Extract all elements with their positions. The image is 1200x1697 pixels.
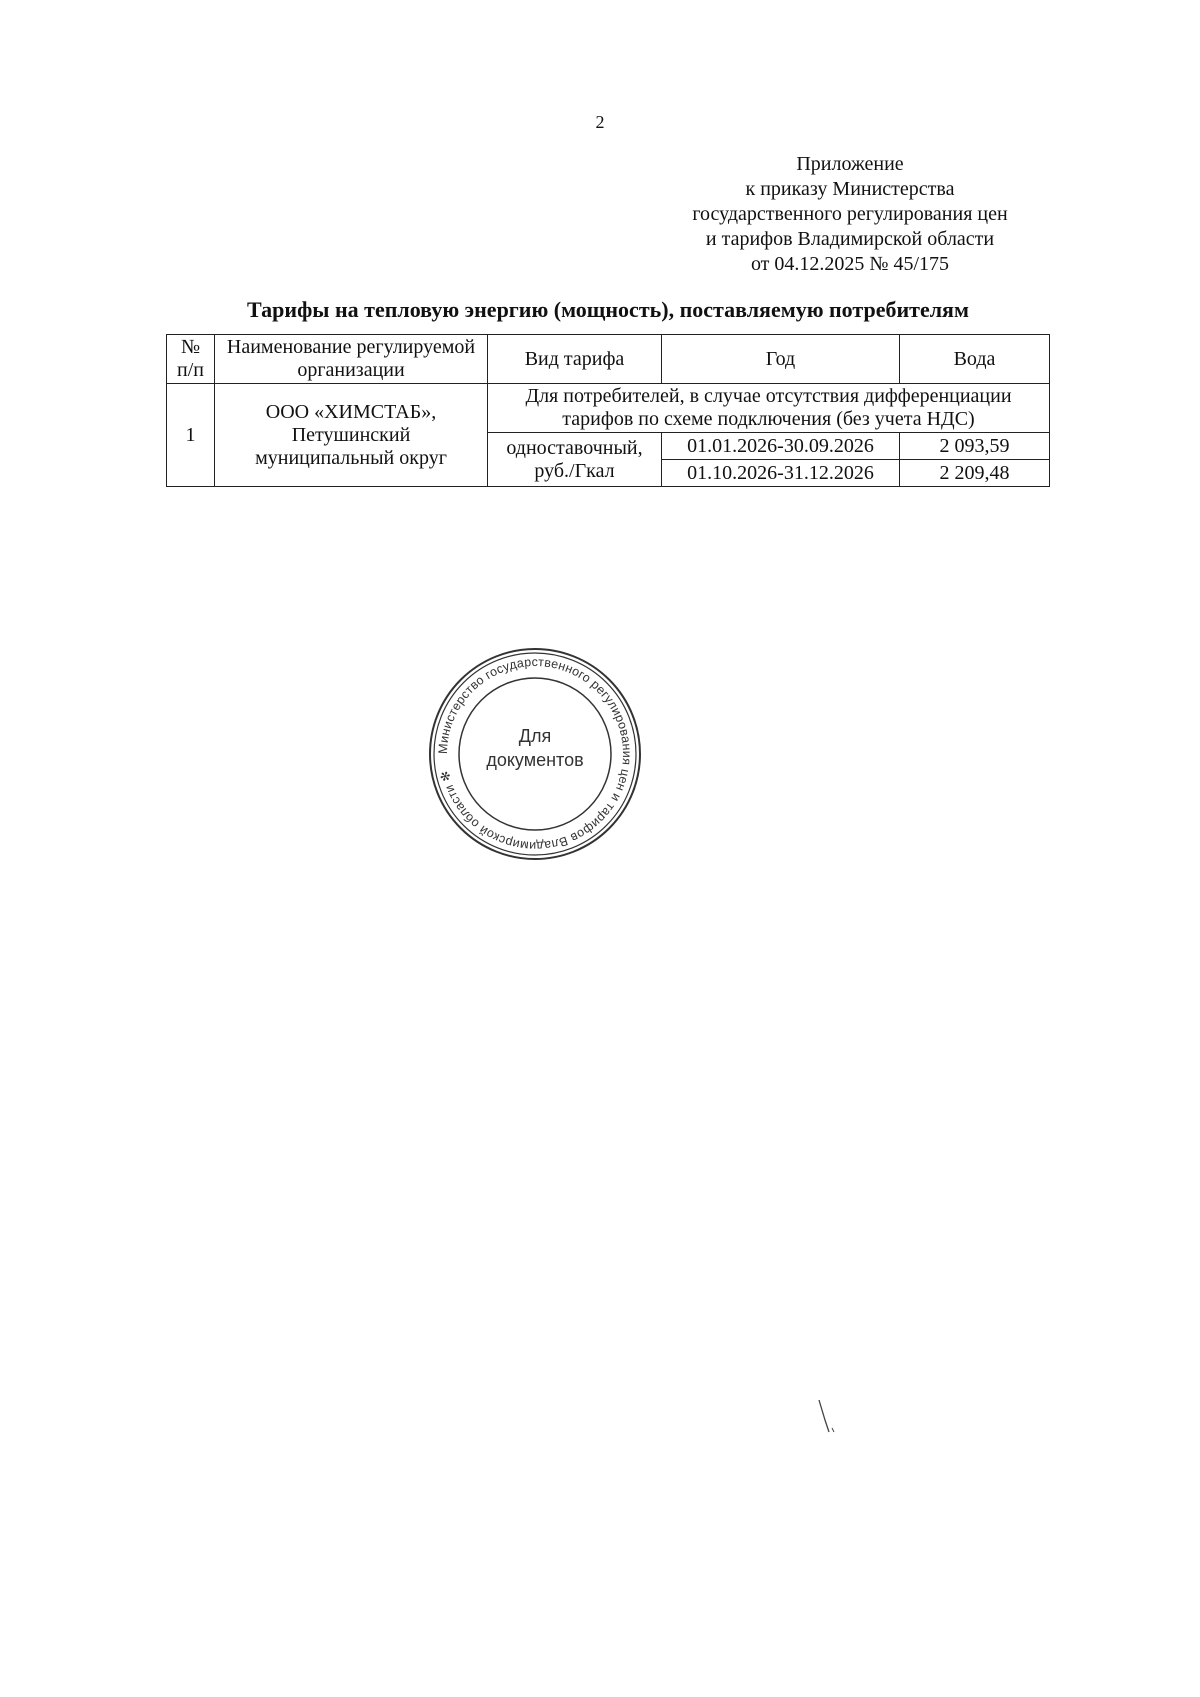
organization-name: ООО «ХИМСТАБ», Петушинский муниципальный округ — [215, 384, 488, 487]
page-number: 2 — [595, 112, 605, 132]
row-number: 1 — [167, 384, 215, 487]
period-cell: 01.01.2026-30.09.2026 — [662, 433, 900, 460]
water-value: 2 093,59 — [900, 433, 1050, 460]
appendix-date: от 04.12.2025 № 45/175 — [750, 253, 950, 275]
header-org: Наименование регулируемой организации — [215, 335, 488, 384]
stamp-center-line: Для — [518, 726, 552, 746]
table-row — [167, 384, 1050, 433]
water-value: 2 209,48 — [900, 460, 1050, 487]
table-header-row — [167, 335, 1050, 384]
appendix-block — [660, 152, 1040, 277]
tariff-table — [166, 334, 1050, 487]
period-cell: 01.10.2026-31.12.2026 — [662, 460, 900, 487]
document-title: Тарифы на тепловую энергию (мощность), поставляемую потребителям — [247, 297, 969, 322]
official-stamp — [425, 644, 645, 864]
tariff-type: одноставочный, руб./Гкал — [488, 433, 662, 487]
appendix-line: Приложение — [796, 153, 904, 175]
header-tariff-type: Вид тарифа — [488, 335, 662, 384]
stamp-center — [425, 724, 645, 772]
header-year: Год — [662, 335, 900, 384]
header-num: № п/п — [167, 335, 215, 384]
appendix-line: и тарифов Владимирской области — [705, 228, 995, 250]
header-water: Вода — [900, 335, 1050, 384]
consumer-condition: Для потребителей, в случае отсутствия дифференциации тарифов по схеме подключения (без учета НДС) — [488, 384, 1050, 433]
appendix-line: к приказу Министерства — [745, 178, 955, 200]
stamp-center-line: документов — [486, 750, 584, 770]
pen-mark-icon — [815, 1398, 839, 1438]
appendix-line: государственного регулирования цен — [692, 203, 1008, 225]
stamp-ring-text: Министерство государственного регулирования цен и тарифов Владимирской области ✻ — [435, 654, 635, 854]
